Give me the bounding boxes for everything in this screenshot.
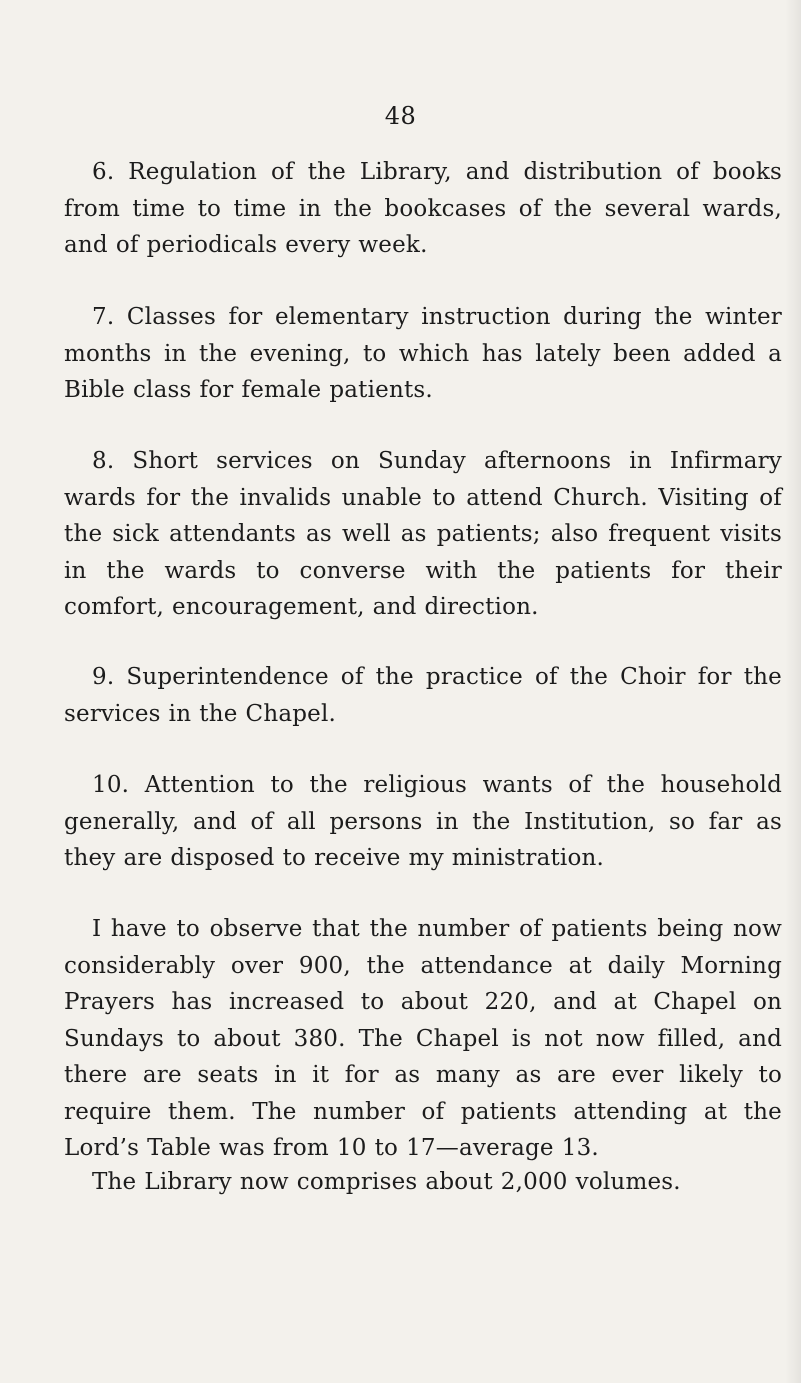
page-number: 48 [384, 102, 417, 130]
paragraph-item-9: 9. Superintendence of the practice of the Choir for the services in the Chapel. [64, 664, 782, 727]
paragraph-item-10: 10. Attention to the religious wants of the household generally, and of all persons in the Institution, so far as they are disposed to receive my ministration. [64, 772, 782, 871]
paragraph-library-note: The Library now comprises about 2,000 volumes. [92, 1169, 681, 1195]
paragraph-item-6: 6. Regulation of the Library, and distribution of books from time to time in the bookcases of the several wards, and of periodicals every week. [64, 159, 782, 258]
paragraph-item-8: 8. Short services on Sunday afternoons in Infirmary wards for the invalids unable to attend Church. Visiting of the sick attendants as well as patients; also frequent visits in the wards to converse with the patients for their comfort, encouragement, and direction. [64, 448, 782, 620]
paragraph-item-7: 7. Classes for elementary instruction during the winter months in the evening, to which has lately been added a Bible class for female patients. [64, 304, 782, 403]
paragraph-attendance-note: I have to observe that the number of patients being now considerably over 900, the attendance at daily Morning Prayers has increased to about 220, and at Chapel on Sundays to about 380. The Chapel is not now filled, and there are seats in it for as many as are ever likely to require them. The number of patients attending at the Lord’s Table was from 10 to 17—average 13. [64, 916, 782, 1161]
page-edge-shadow [785, 0, 801, 1383]
